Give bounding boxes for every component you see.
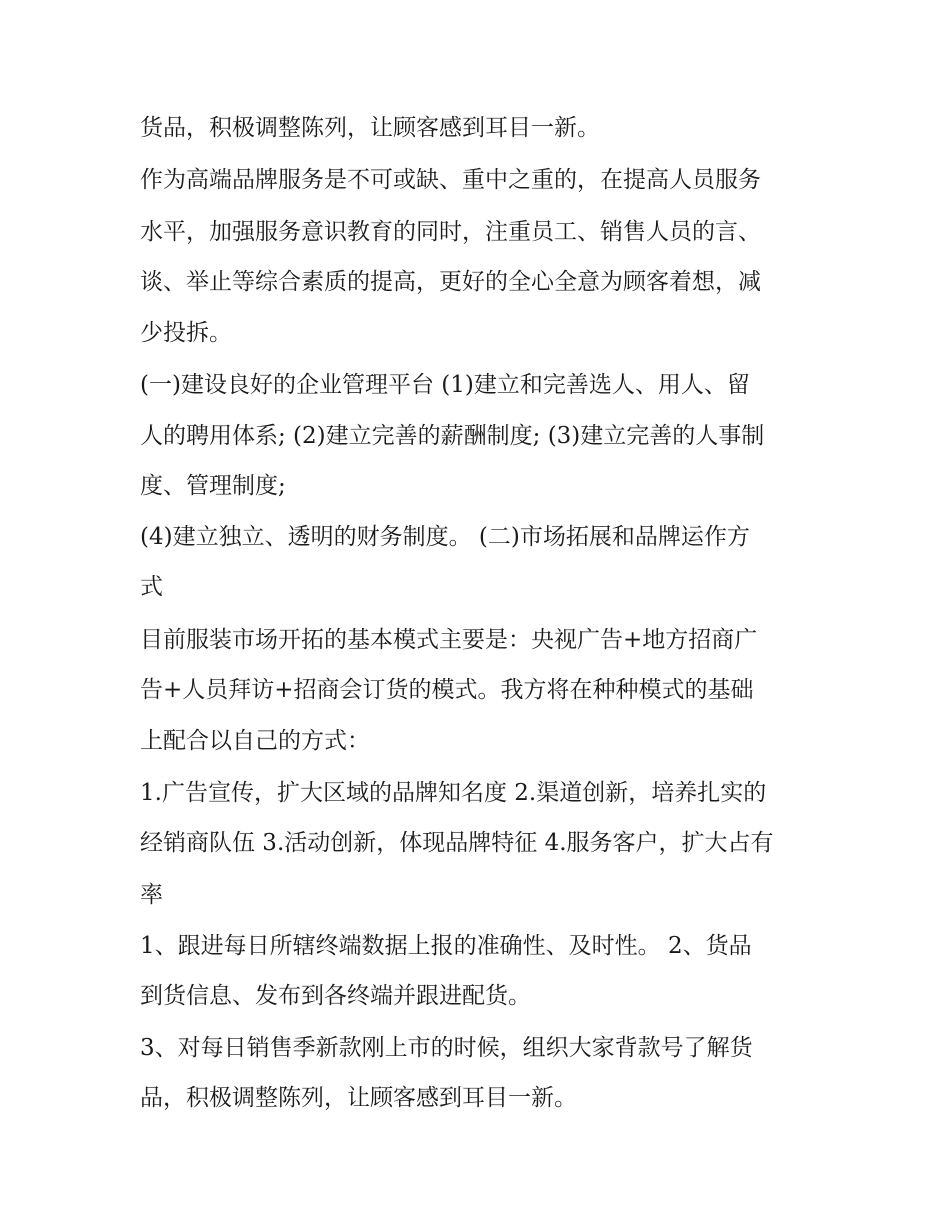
text-line: 谈、举止等综合素质的提高，更好的全心全意为顾客着想，减 xyxy=(140,269,761,295)
text-line: (一)建设良好的企业管理平台 (1)建立和完善选人、用人、留 xyxy=(140,372,750,398)
text-line: 率 xyxy=(140,882,163,908)
text-line: 度、管理制度; xyxy=(140,473,286,499)
text-line: 货品，积极调整陈列，让顾客感到耳目一新。 xyxy=(140,115,600,141)
text-line: 少投拆。 xyxy=(140,320,232,346)
text-line: 3、对每日销售季新款刚上市的时候，组织大家背款号了解货 xyxy=(140,1035,753,1061)
text-line: 水平，加强服务意识教育的同时，注重员工、销售人员的言、 xyxy=(140,219,761,245)
text-line: 到货信息、发布到各终端并跟进配货。 xyxy=(140,983,531,1009)
text-line: 作为高端品牌服务是不可或缺、重中之重的，在提高人员服务 xyxy=(140,167,761,193)
text-line: 1.广告宣传，扩大区域的品牌知名度 2.渠道创新，培养扎实的 xyxy=(140,780,767,806)
text-line: 式 xyxy=(140,574,163,600)
text-line: 经销商队伍 3.活动创新，体现品牌特征 4.服务客户，扩大占有 xyxy=(140,830,774,856)
text-line: 目前服装市场开拓的基本模式主要是：央视广告+地方招商广 xyxy=(140,627,758,653)
text-line: 告+人员拜访+招商会订货的模式。我方将在种种模式的基础 xyxy=(140,677,754,703)
text-line: 上配合以自己的方式： xyxy=(140,728,370,754)
text-line: (4)建立独立、透明的财务制度。 (二)市场拓展和品牌运作方 xyxy=(140,524,750,550)
text-line: 1、跟进每日所辖终端数据上报的准确性、及时性。 2、货品 xyxy=(140,933,752,959)
text-line: 人的聘用体系; (2)建立完善的薪酬制度; (3)建立完善的人事制 xyxy=(140,423,765,449)
text-line: 品，积极调整陈列，让顾客感到耳目一新。 xyxy=(140,1085,577,1111)
